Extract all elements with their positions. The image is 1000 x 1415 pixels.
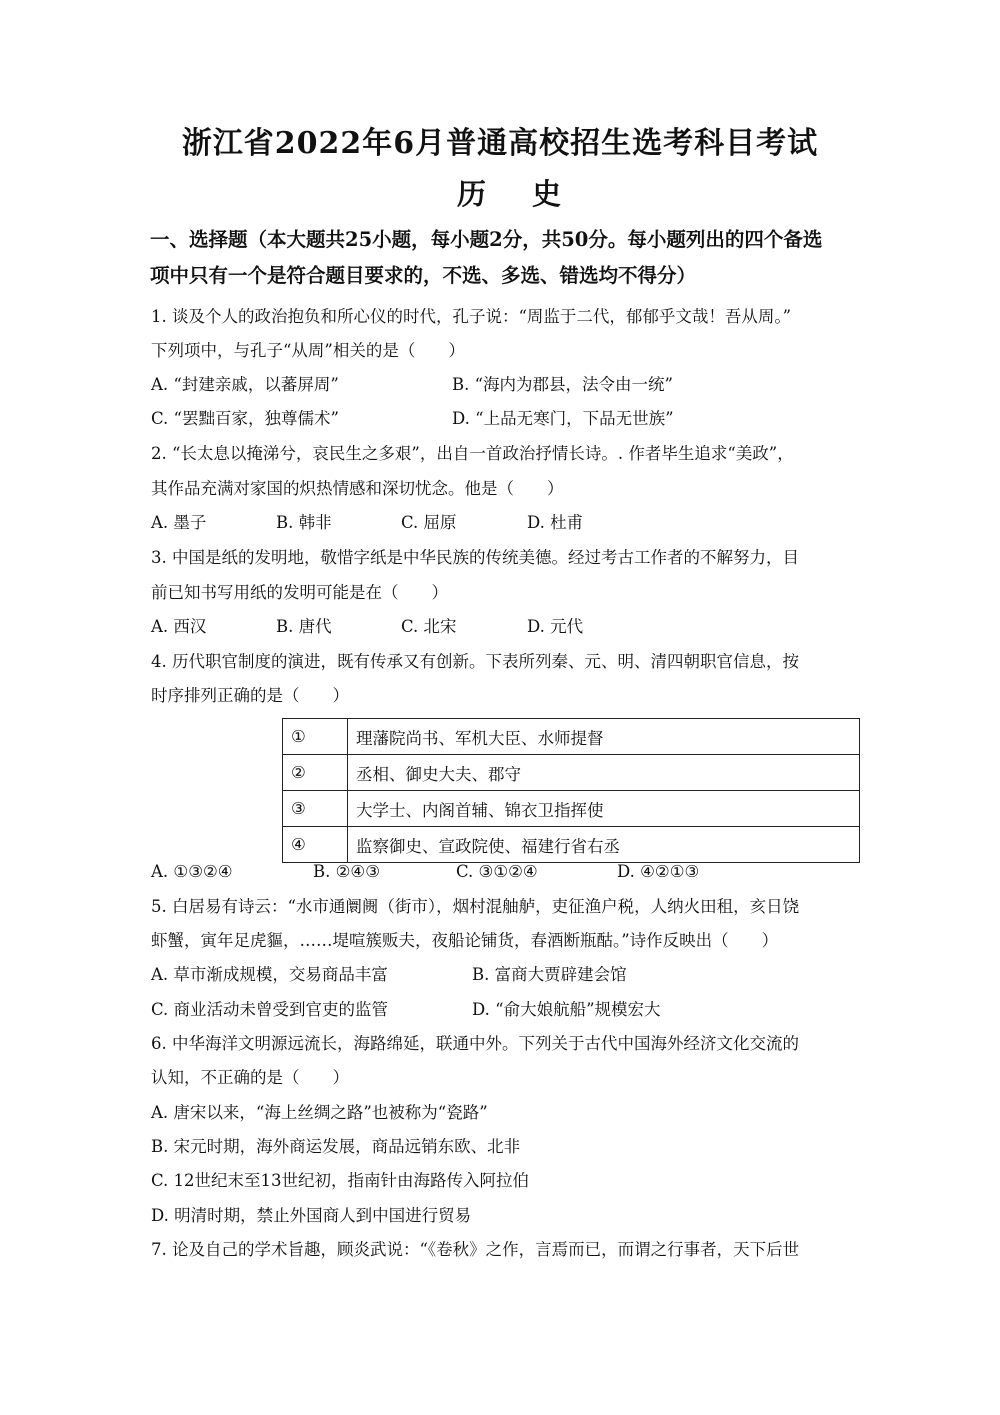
- q5-option-c: C. 商业活动未曾受到官吏的监管: [151, 1000, 389, 1019]
- subject-title: 历 史: [456, 177, 580, 211]
- q1-stem-line1: 1. 谈及个人的政治抱负和所心仪的时代，孔子说：“周监于二代，郁郁乎文哉！吾从周。”: [151, 307, 792, 326]
- table-row-number: ③: [283, 791, 348, 827]
- q3-stem-line1: 3. 中国是纸的发明地，敬惜字纸是中华民族的传统美德。经过考古工作者的不解努力，目: [151, 548, 799, 567]
- q1-stem-line2: 下列项中，与孔子“从周”相关的是（ ）: [151, 341, 465, 360]
- official-table: [282, 718, 860, 863]
- q5-stem-line1: 5. 白居易有诗云：“水市通阛阓（街市），烟村混舳舻，吏征渔户税，人纳火田租，亥日饶: [151, 897, 800, 916]
- q2-option-c: C. 屈原: [401, 513, 457, 532]
- q4-option-c: C. ③①②④: [456, 862, 538, 881]
- q3-option-b: B. 唐代: [276, 617, 332, 636]
- q2-option-b: B. 韩非: [276, 513, 332, 532]
- q2-option-a: A. 墨子: [151, 513, 207, 532]
- q6-option-b: B. 宋元时期，海外商运发展，商品远销东欧、北非: [151, 1137, 521, 1156]
- q7-stem-line1: 7. 论及自己的学术旨趣，顾炎武说：“《卷秋》之作，言焉而已，而谓之行事者，天下后世: [151, 1240, 800, 1259]
- q1-option-a: A. “封建亲戚，以蕃屏周”: [151, 375, 339, 394]
- table-row-number: ④: [283, 827, 348, 863]
- q3-stem-line2: 前已知书写用纸的发明可能是在（ ）: [151, 583, 448, 602]
- q5-option-b: B. 富商大贾辟建会馆: [472, 965, 627, 984]
- table-row-text: 监察御史、宣政院使、福建行省右丞: [348, 827, 860, 863]
- q5-option-d: D. “俞大娘航船”规模宏大: [472, 1000, 661, 1019]
- q6-option-c: C. 12世纪末至13世纪初，指南针由海路传入阿拉伯: [151, 1171, 530, 1190]
- q6-option-a: A. 唐宋以来，“海上丝绸之路”也被称为“瓷路”: [151, 1103, 488, 1122]
- q4-option-d: D. ④②①③: [617, 862, 700, 881]
- q1-option-b: B. “海内为郡县，法令由一统”: [452, 375, 673, 394]
- section-heading-line2: 项中只有一个是符合题目要求的，不选、多选、错选均不得分）: [150, 264, 697, 287]
- section-heading-line1: 一、选择题（本大题共25小题，每小题2分，共50分。每小题列出的四个备选: [150, 228, 823, 251]
- q4-option-a: A. ①③②④: [151, 862, 233, 881]
- q4-stem-line1: 4. 历代职官制度的演进，既有传承又有创新。下表所列秦、元、明、清四朝职官信息，按: [151, 652, 799, 671]
- q6-option-d: D. 明清时期，禁止外国商人到中国进行贸易: [151, 1206, 472, 1225]
- q2-stem-line2: 其作品充满对家国的炽热情感和深切忧念。他是（ ）: [151, 479, 564, 498]
- table-row-text: 理藩院尚书、军机大臣、水师提督: [348, 719, 860, 755]
- table-row-number: ②: [283, 755, 348, 791]
- table-row: [283, 827, 860, 863]
- table-row-text: 大学士、内阁首辅、锦衣卫指挥使: [348, 791, 860, 827]
- q3-option-d: D. 元代: [527, 617, 584, 636]
- q3-option-a: A. 西汉: [151, 617, 207, 636]
- q6-stem-line2: 认知，不正确的是（ ）: [151, 1068, 349, 1087]
- q2-option-d: D. 杜甫: [527, 513, 584, 532]
- q1-option-d: D. “上品无寒门，下品无世族”: [452, 409, 674, 428]
- q3-option-c: C. 北宋: [401, 617, 457, 636]
- table-row: [283, 791, 860, 827]
- q1-option-c: C. “罢黜百家，独尊儒术”: [151, 409, 339, 428]
- q4-stem-line2: 时序排列正确的是（ ）: [151, 686, 349, 705]
- q5-stem-line2: 虾蟹，寅年足虎貙，……堤喧簇贩夫，夜船论铺货，春酒断瓶酤。”诗作反映出（ ）: [151, 931, 779, 950]
- q2-stem-line1: 2. “长太息以掩涕兮，哀民生之多艰”，出自一首政治抒情长诗。. 作者毕生追求“美政”，: [151, 444, 794, 463]
- table-row: [283, 755, 860, 791]
- q5-option-a: A. 草市渐成规模，交易商品丰富: [151, 965, 388, 984]
- q6-stem-line1: 6. 中华海洋文明源远流长，海路绵延，联通中外。下列关于古代中国海外经济文化交流的: [151, 1034, 799, 1053]
- exam-title: 浙江省2022年6月普通高校招生选考科目考试: [181, 126, 819, 161]
- q4-option-b: B. ②④③: [313, 862, 380, 881]
- table-row-text: 丞相、御史大夫、郡守: [348, 755, 860, 791]
- table-row: [283, 719, 860, 755]
- table-row-number: ①: [283, 719, 348, 755]
